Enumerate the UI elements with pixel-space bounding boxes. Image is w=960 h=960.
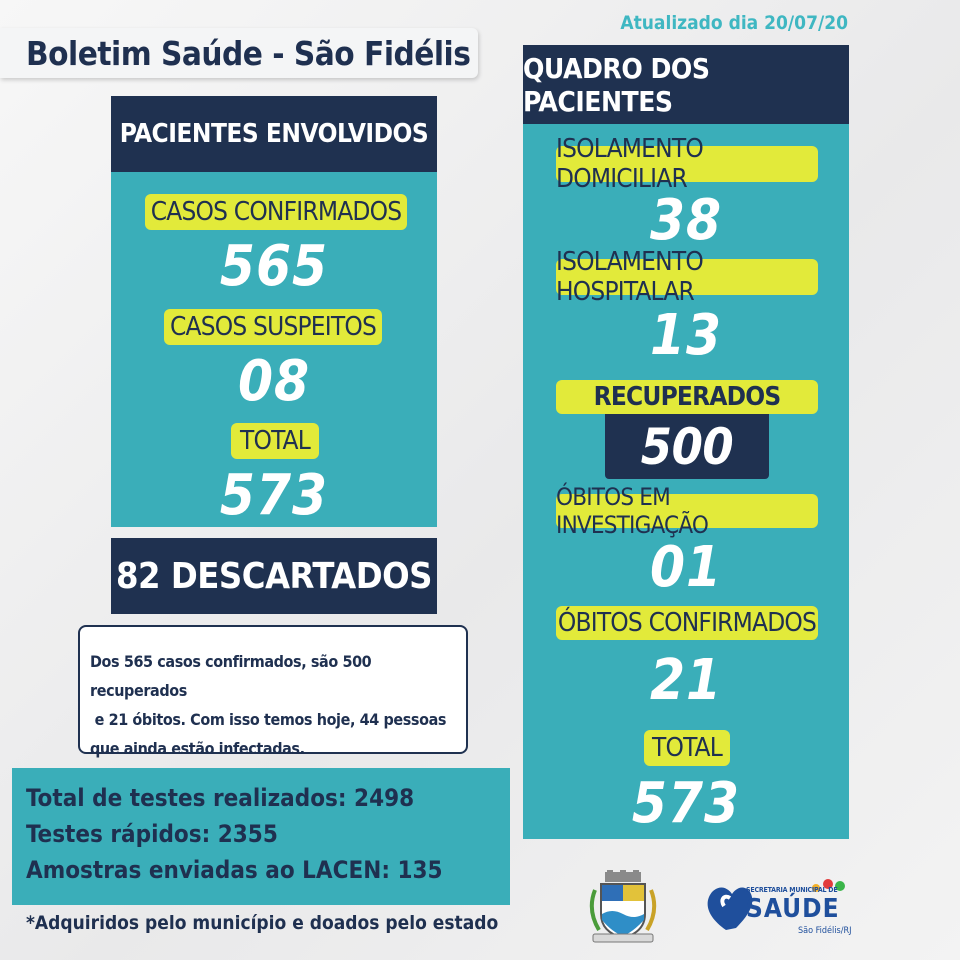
tests-total: Total de testes realizados: 2498 xyxy=(26,784,415,812)
saude-word: SAÚDE xyxy=(746,894,840,924)
left-panel-heading: PACIENTES ENVOLVIDOS xyxy=(111,96,437,172)
recovered-label: RECUPERADOS xyxy=(556,380,818,414)
home-isolation-label: ISOLAMENTO DOMICILIAR xyxy=(556,146,818,182)
tests-lacen: Amostras enviadas ao LACEN: 135 xyxy=(26,856,443,884)
right-total-value: 573 xyxy=(631,771,741,836)
home-isolation-value: 38 xyxy=(649,188,723,253)
suspected-value: 08 xyxy=(237,349,311,414)
note-line-3: que ainda estão infectadas. xyxy=(90,739,305,758)
note-line-1: Dos 565 casos confirmados, são 500 recuperados xyxy=(90,652,372,700)
left-total-value: 573 xyxy=(219,463,329,528)
hospital-isolation-label: ISOLAMENTO HOSPITALAR xyxy=(556,259,818,295)
confirmed-label: CASOS CONFIRMADOS xyxy=(145,194,407,230)
saude-heart-logo-icon xyxy=(702,872,854,940)
municipal-coat-of-arms-icon xyxy=(585,870,661,944)
confirmed-value: 565 xyxy=(219,234,329,299)
saude-city: São Fidélis/RJ xyxy=(798,926,852,936)
saude-secretaria: SECRETARIA MUNICIPAL DE xyxy=(746,886,838,894)
hospital-isolation-value: 13 xyxy=(649,303,723,368)
summary-note xyxy=(78,625,468,758)
deaths-investigation-label: ÓBITOS EM INVESTIGAÇÃO xyxy=(556,494,818,528)
recovered-value: 500 xyxy=(605,414,769,479)
left-total-label: TOTAL xyxy=(231,423,319,459)
note-line-2: e 21 óbitos. Com isso temos hoje, 44 pessoas xyxy=(90,710,447,729)
updated-date: Atualizado dia 20/07/20 xyxy=(620,12,848,34)
page-title: Boletim Saúde - São Fidélis xyxy=(0,28,478,78)
tests-rapid: Testes rápidos: 2355 xyxy=(26,820,278,848)
deaths-confirmed-label: ÓBITOS CONFIRMADOS xyxy=(557,608,817,638)
right-panel-heading: QUADRO DOS PACIENTES xyxy=(523,45,849,124)
deaths-confirmed-value: 21 xyxy=(649,648,723,713)
deaths-investigation-value: 01 xyxy=(649,535,723,600)
tests-box xyxy=(12,768,510,905)
right-total-label: TOTAL xyxy=(644,730,730,766)
footnote: *Adquiridos pelo município e doados pelo estado xyxy=(26,912,499,934)
suspected-label: CASOS SUSPEITOS xyxy=(164,309,382,345)
discarded-box: 82 DESCARTADOS xyxy=(111,538,437,614)
